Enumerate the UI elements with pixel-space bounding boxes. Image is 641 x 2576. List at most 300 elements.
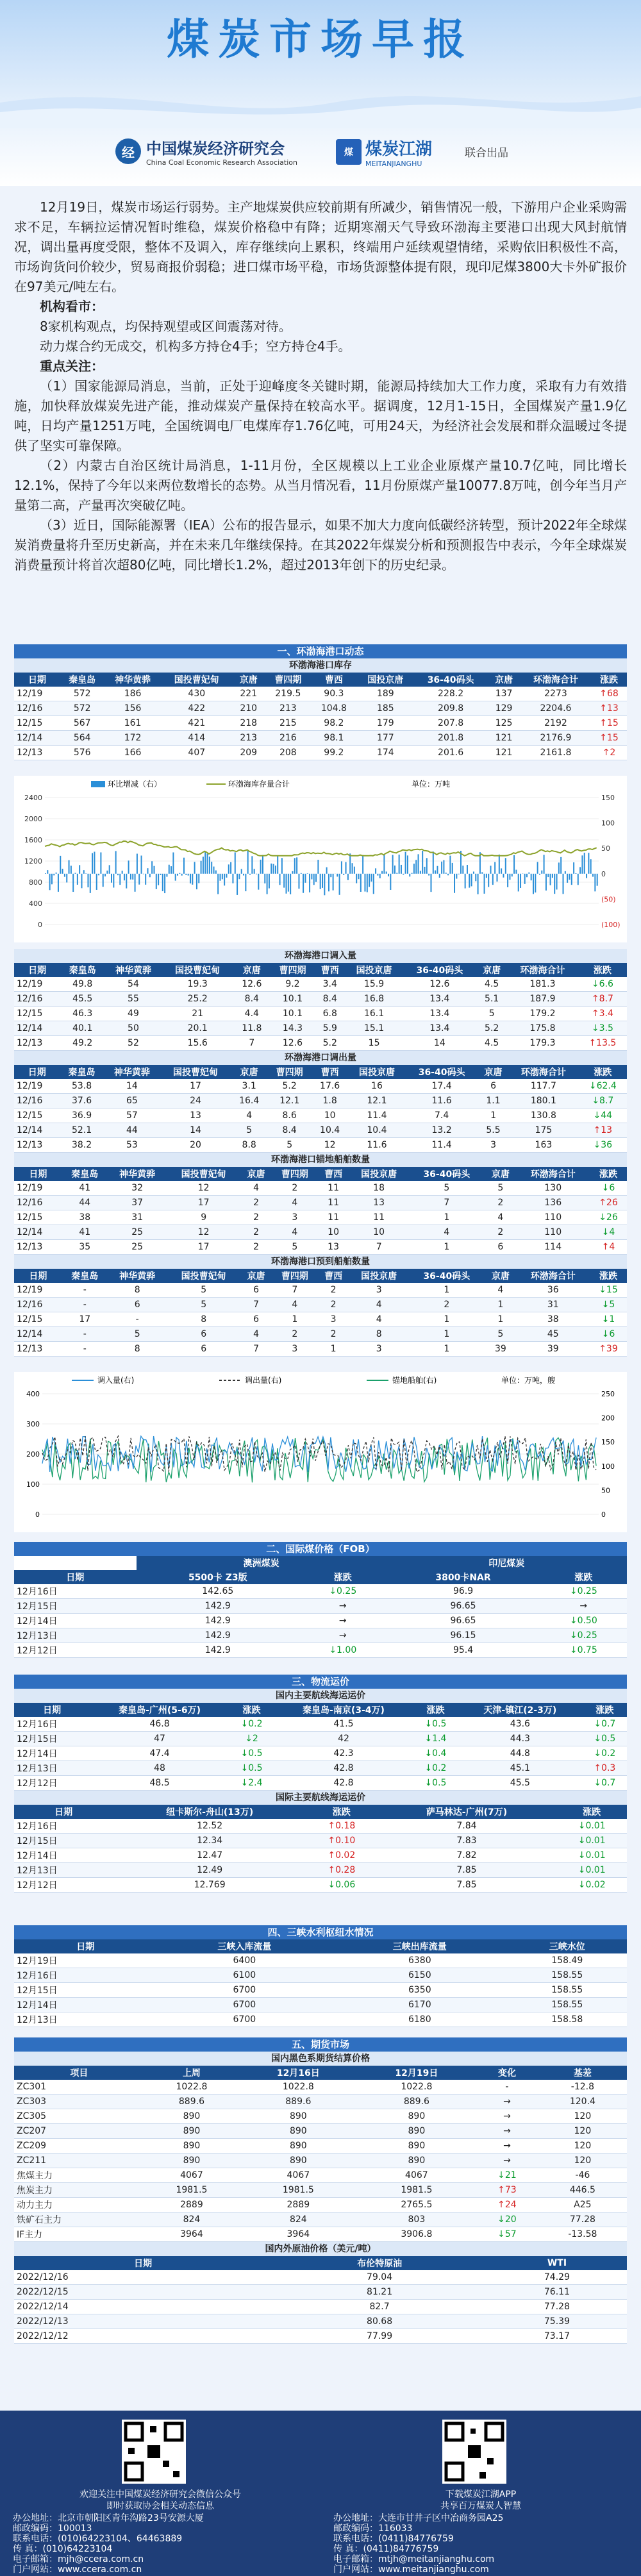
- table-cell: 98.1: [311, 731, 357, 746]
- chart-bar: [509, 874, 510, 880]
- table-cell: 158.55: [508, 1968, 627, 1983]
- column-header: 曹四期: [271, 963, 315, 977]
- chart-bar: [56, 873, 57, 874]
- meitanjianghu-contact: [333, 2513, 503, 2575]
- table-cell: 48.5: [90, 1776, 229, 1791]
- table-cell: 5: [409, 1181, 485, 1196]
- row-date: IF主力: [14, 2227, 144, 2242]
- chart-bar: [347, 874, 349, 880]
- table-cell: 120: [538, 2124, 627, 2139]
- table-cell: 201.8: [414, 731, 487, 746]
- y-tick-label: 100: [601, 819, 615, 828]
- chart-bar: [66, 874, 67, 883]
- table-cell: 890: [144, 2139, 239, 2154]
- table-cell: 65: [104, 1094, 161, 1108]
- table-cell: 567: [60, 716, 104, 731]
- table-cell: 1: [478, 1108, 508, 1123]
- table-cell: 12.52: [113, 1819, 306, 1834]
- chart-bar: [418, 854, 419, 873]
- chart-bar: [103, 874, 104, 887]
- chart-bar: [322, 874, 323, 888]
- table-cell: ↓4: [590, 1225, 627, 1240]
- chart-bar: [409, 874, 410, 877]
- table-cell: 5.2: [315, 1036, 345, 1051]
- column-header: 秦皇岛-广州(5-6万): [90, 1703, 229, 1717]
- chart-bar: [373, 874, 374, 894]
- column-header: 京唐: [487, 673, 520, 687]
- chart-bar: [215, 871, 217, 874]
- chart-bar: [207, 854, 208, 874]
- chart-bar: [399, 855, 400, 874]
- table-cell: 125: [487, 716, 520, 731]
- chart-bar: [337, 874, 338, 877]
- table-cell: 2: [485, 1225, 516, 1240]
- legend-label: 锚地船舶(右): [392, 1376, 437, 1385]
- column-header: 国投曹妃甸: [167, 1167, 240, 1181]
- table-cell: ↑13.5: [578, 1036, 627, 1051]
- row-date: 12月15日: [14, 1599, 137, 1614]
- chart-bar: [243, 874, 244, 876]
- legend-swatch: [91, 781, 105, 787]
- chart-bar: [375, 868, 376, 873]
- mtjh-email: 电子邮箱：mtjh@meitanjianghu.com: [333, 2554, 495, 2564]
- row-date: 12月14日: [14, 1746, 90, 1761]
- chart-bar: [449, 856, 451, 874]
- table-cell: 10: [312, 1108, 349, 1123]
- table-cell: 1: [485, 1298, 516, 1312]
- chart-bar: [296, 857, 297, 873]
- table-cell: ↑0.28: [306, 1863, 377, 1878]
- section-title: 四、三峡水利枢纽水情况: [14, 1925, 627, 1939]
- chart-bar: [271, 864, 272, 874]
- table-cell: 1: [409, 1240, 485, 1255]
- chart-bar: [211, 862, 212, 874]
- table-cell: 1981.5: [144, 2183, 239, 2198]
- table-cell: 142.65: [137, 1584, 300, 1599]
- table-cell: 2889: [144, 2198, 239, 2212]
- chart-bar: [124, 874, 125, 880]
- chart-bar: [156, 874, 157, 889]
- table-cell: 6700: [157, 1983, 332, 1998]
- row-date: 2022/12/12: [14, 2329, 272, 2344]
- column-header: 京唐: [485, 1269, 516, 1283]
- table-cell: 49.2: [60, 1036, 104, 1051]
- table-cell: 142.9: [137, 1599, 300, 1614]
- column-header: 神华黄骅: [104, 1065, 161, 1079]
- table-cell: 5: [167, 1283, 240, 1298]
- table-cell: 5: [231, 1123, 268, 1138]
- chart-bar: [72, 874, 74, 892]
- table-cell: 1.1: [478, 1094, 508, 1108]
- chart-bar: [413, 864, 415, 874]
- table-row: [14, 2300, 627, 2314]
- table-cell: 4: [485, 1210, 516, 1225]
- chart-bar: [198, 874, 199, 883]
- table-cell: ↑73: [476, 2183, 538, 2198]
- inventory-chart: [14, 776, 627, 942]
- chart-bar: [104, 874, 106, 876]
- row-date: ZC209: [14, 2139, 144, 2154]
- table-cell: 180.1: [508, 1094, 578, 1108]
- table-cell: ↓0.01: [556, 1819, 627, 1834]
- table-cell: 803: [358, 2212, 476, 2227]
- table-cell: 5: [476, 1007, 507, 1021]
- table-cell: 90.3: [311, 687, 357, 701]
- chart-bar: [475, 874, 476, 882]
- table-cell: 35: [62, 1240, 108, 1255]
- wechat-caption: 欢迎关注中国煤炭经济研究会微信公众号: [79, 2489, 241, 2500]
- column-header: 京唐: [476, 963, 507, 977]
- table-cell: 99.2: [311, 746, 357, 760]
- focus-heading: 重点关注：: [40, 358, 104, 374]
- table-cell: 12.6: [271, 1036, 315, 1051]
- table-cell: 32: [108, 1181, 167, 1196]
- table-cell: ↑39: [590, 1342, 627, 1357]
- table-cell: 6170: [332, 1998, 507, 2012]
- column-header: 曹西: [311, 673, 357, 687]
- chart-bar: [541, 871, 542, 874]
- chart-bar: [60, 856, 61, 874]
- table-cell: 17: [160, 1079, 230, 1094]
- chart-bar: [117, 874, 119, 875]
- section-title: 二、国际煤价格（FOB）: [14, 1542, 627, 1556]
- y-tick-label: 2400: [24, 794, 42, 802]
- table-cell: 890: [144, 2109, 239, 2124]
- table-cell: 4: [349, 1312, 409, 1327]
- chart-bar: [445, 873, 447, 874]
- chart-bar: [228, 864, 229, 873]
- table-cell: 20.1: [162, 1021, 233, 1036]
- chart-bar: [217, 874, 219, 894]
- chart-bar: [415, 860, 417, 874]
- blank-group-cell: [14, 1556, 137, 1570]
- mtjh-zip: 邮政编码：116033: [333, 2523, 413, 2534]
- institution-paragraph: 8家机构观点，均保持观望或区间震荡对待。: [40, 319, 292, 334]
- table-cell: 179.3: [507, 1036, 578, 1051]
- column-header: 京唐: [231, 1065, 268, 1079]
- chart-bar: [575, 873, 576, 874]
- table-cell: 172: [104, 731, 161, 746]
- table-cell: 81.21: [272, 2285, 487, 2300]
- table-row: [14, 1298, 627, 1312]
- chart-bar: [128, 860, 129, 873]
- table-cell: 12.769: [113, 1878, 306, 1893]
- y-tick-label: 1600: [24, 836, 42, 844]
- table-cell: 179: [357, 716, 414, 731]
- chart-bar: [531, 874, 532, 880]
- column-header: 曹四期: [272, 1269, 317, 1283]
- table-cell: 1981.5: [239, 2183, 358, 2198]
- table-cell: 1: [409, 1342, 485, 1357]
- row-date: 12/19: [14, 977, 60, 992]
- chart-bar: [433, 851, 434, 873]
- table-cell: 41: [62, 1181, 108, 1196]
- row-date: 12月13日: [14, 1761, 90, 1776]
- table-cell: ↓6.6: [578, 977, 627, 992]
- chart-bar: [412, 873, 413, 874]
- column-header: 曹西: [317, 1167, 349, 1181]
- ccera-name-en: China Coal Economic Research Association: [146, 158, 297, 167]
- chart-bar: [238, 874, 240, 879]
- row-date: 12月14日: [14, 1998, 157, 2012]
- market-summary: [14, 197, 627, 575]
- chart-bar: [581, 855, 583, 873]
- table-cell: 4: [409, 1225, 485, 1240]
- table-cell: ↓0.02: [556, 1878, 627, 1893]
- column-header: 曹西: [317, 1269, 349, 1283]
- column-header: 涨跌: [540, 1570, 627, 1584]
- table-cell: →: [476, 2139, 538, 2154]
- column-header: 秦皇岛: [60, 1065, 104, 1079]
- table-cell: 44.3: [458, 1732, 583, 1746]
- row-date: 12/16: [14, 1196, 62, 1210]
- ccera-website: 门户网站：www.ccera.com.cn: [13, 2564, 142, 2575]
- chart-bar: [362, 856, 363, 874]
- row-date: 12/19: [14, 1283, 62, 1298]
- chart-bar: [569, 874, 570, 880]
- table-cell: -: [62, 1298, 108, 1312]
- chart-bar: [494, 862, 495, 874]
- table-cell: ↓0.01: [556, 1848, 627, 1863]
- row-date: 焦炭主力: [14, 2183, 144, 2198]
- column-header: 涨跌: [579, 1065, 627, 1079]
- page-title: 煤炭市场早报: [167, 15, 474, 64]
- table-cell: 8.8: [231, 1138, 268, 1153]
- chart-bar: [317, 860, 319, 874]
- chart-bar: [111, 874, 112, 883]
- port-inventory-table: [14, 673, 627, 760]
- table-cell: 422: [162, 701, 232, 716]
- chart-bar: [190, 874, 191, 883]
- chart-bar: [403, 874, 404, 875]
- chart-bar: [590, 859, 592, 874]
- row-date: 12/15: [14, 716, 60, 731]
- column-header: 上周: [144, 2066, 239, 2080]
- table-cell: 73.17: [487, 2329, 627, 2344]
- table-cell: 8.4: [233, 992, 271, 1007]
- table-cell: 98.2: [311, 716, 357, 731]
- y-tick-label: 200: [601, 1414, 615, 1423]
- table-cell: 41.5: [274, 1717, 413, 1732]
- column-header: 涨跌: [590, 1269, 627, 1283]
- table-cell: 120: [538, 2154, 627, 2168]
- table-cell: 6: [240, 1312, 272, 1327]
- chart-bar: [513, 855, 515, 874]
- section-international-prices: [14, 1542, 627, 1658]
- chart-bar: [64, 874, 65, 877]
- chart-bar: [333, 874, 334, 891]
- table-cell: 5.1: [476, 992, 507, 1007]
- chart-bar: [96, 874, 97, 890]
- chart-bar: [275, 866, 276, 874]
- chart-bar: [247, 851, 249, 874]
- chart-bar: [383, 855, 385, 874]
- table-cell: 174: [357, 746, 414, 760]
- three-gorges-table: [14, 1939, 627, 2027]
- column-header: 三峡出库流量: [332, 1939, 507, 1953]
- table-cell: ↑4: [590, 1240, 627, 1255]
- row-date: 12/13: [14, 1240, 62, 1255]
- row-date: 12/14: [14, 1327, 62, 1342]
- table-cell: 890: [358, 2139, 476, 2154]
- row-date: ZC207: [14, 2124, 144, 2139]
- table-cell: ↑2: [591, 746, 627, 760]
- table-row: [14, 1079, 627, 1094]
- table-cell: 19.3: [162, 977, 233, 992]
- chart-bar: [496, 874, 497, 882]
- chart-bar: [367, 874, 368, 892]
- table-cell: 5: [272, 1240, 317, 1255]
- table-cell: 13: [160, 1108, 230, 1123]
- chart-bar: [51, 874, 53, 885]
- column-header: 12月19日: [358, 2066, 476, 2080]
- row-date: ZC303: [14, 2095, 144, 2109]
- chart-bar: [164, 874, 165, 893]
- table-cell: 3.1: [231, 1079, 268, 1094]
- chart-bar: [130, 874, 131, 880]
- legend-label: 环比增减（右）: [108, 780, 162, 789]
- table-cell: -: [62, 1283, 108, 1298]
- table-cell: 890: [358, 2109, 476, 2124]
- table-cell: →: [299, 1614, 386, 1628]
- table-row: [14, 1007, 627, 1021]
- chart-bar: [115, 851, 117, 873]
- table-cell: 44: [104, 1123, 161, 1138]
- table-cell: 50: [104, 1021, 162, 1036]
- table-cell: 15.6: [162, 1036, 233, 1051]
- chart-bar: [407, 855, 408, 873]
- table-row: [14, 992, 627, 1007]
- table-title: 国内主要航线海运运价: [14, 1689, 627, 1703]
- chart-bar: [313, 874, 315, 885]
- chart-bar: [183, 858, 185, 874]
- table-title: 国内黑色系期货结算价格: [14, 2052, 627, 2066]
- row-date: 12/16: [14, 992, 60, 1007]
- chart-bar: [79, 865, 80, 873]
- chart-bar: [462, 866, 463, 874]
- table-cell: 219.5: [265, 687, 312, 701]
- table-cell: 47.4: [90, 1746, 229, 1761]
- chart-bar: [563, 874, 564, 894]
- chart-bar: [181, 874, 183, 876]
- table-cell: ↓62.4: [579, 1079, 627, 1094]
- table-cell: ↓5: [590, 1298, 627, 1312]
- table-cell: 142.9: [137, 1628, 300, 1643]
- y-tick-label: 0: [38, 921, 42, 929]
- row-date: 12/14: [14, 1123, 60, 1138]
- column-header: 秦皇岛: [62, 1269, 108, 1283]
- inventory-chart-svg: [14, 776, 627, 942]
- table-cell: 161: [104, 716, 161, 731]
- chart-bar: [106, 871, 108, 874]
- section-title: 一、环渤海港口动态: [14, 644, 627, 658]
- table-cell: 3964: [144, 2227, 239, 2242]
- table-cell: 96.65: [386, 1599, 540, 1614]
- column-header: 曹四期: [268, 1065, 312, 1079]
- chart-bar: [426, 858, 428, 873]
- chart-bar: [241, 869, 242, 873]
- ccera-zip: 邮政编码：100013: [13, 2523, 92, 2534]
- column-header: 国投曹妃甸: [162, 963, 233, 977]
- chart-bar: [49, 874, 51, 891]
- chart-bar: [586, 874, 587, 878]
- chart-bar: [158, 874, 159, 885]
- international-price-table: [14, 1556, 627, 1658]
- table-cell: 38: [517, 1312, 590, 1327]
- chart-bar: [81, 874, 82, 889]
- column-header: 涨跌: [556, 1805, 627, 1819]
- table-cell: 38: [62, 1210, 108, 1225]
- legend-label: 调出量(右): [245, 1376, 282, 1385]
- table-cell: 17: [62, 1312, 108, 1327]
- table-cell: 37: [108, 1196, 167, 1210]
- column-header: 日期: [14, 673, 60, 687]
- table-cell: ↓1.00: [299, 1643, 386, 1658]
- chart-bar: [290, 874, 291, 894]
- table-row: [14, 2139, 627, 2154]
- section-title: 五、期货市场: [14, 2037, 627, 2052]
- column-header: 纽卡斯尔-舟山(13万): [113, 1805, 306, 1819]
- table-cell: 186: [104, 687, 161, 701]
- unit-label: 单位：万吨，艘: [501, 1376, 556, 1385]
- chart-bar: [430, 874, 431, 892]
- section-port-flows: [14, 949, 627, 1357]
- table-cell: 4: [231, 1108, 268, 1123]
- chart-bar: [315, 874, 317, 882]
- row-date: 12月12日: [14, 1776, 90, 1791]
- chart-bar: [428, 874, 429, 876]
- table-cell: 216: [265, 731, 312, 746]
- table-cell: 11: [317, 1181, 349, 1196]
- table-cell: 421: [162, 716, 232, 731]
- table-row: [14, 1717, 627, 1732]
- table-cell: 158.55: [508, 1983, 627, 1998]
- chart-bar: [204, 852, 206, 874]
- table-cell: 1022.8: [358, 2080, 476, 2095]
- row-date: 动力主力: [14, 2198, 144, 2212]
- y-tick-label: 400: [29, 899, 42, 908]
- chart-bar: [352, 863, 353, 874]
- table-cell: 15.1: [345, 1021, 403, 1036]
- ccera-address: 办公地址：北京市朝阳区青年沟路23号安源大厦: [13, 2513, 204, 2523]
- table-cell: 890: [144, 2154, 239, 2168]
- table-cell: 1: [409, 1327, 485, 1342]
- column-header: 国投京唐: [357, 673, 414, 687]
- table-cell: A25: [538, 2198, 627, 2212]
- table-cell: -: [62, 1342, 108, 1357]
- column-header: 神华黄骅: [108, 1167, 167, 1181]
- table-cell: 890: [239, 2124, 358, 2139]
- table-row: [14, 1094, 627, 1108]
- chart-bar: [573, 862, 574, 874]
- y-tick-label: (100): [601, 921, 620, 929]
- chart-bar: [499, 855, 500, 874]
- row-date: 12月12日: [14, 1878, 113, 1893]
- table-cell: 37.6: [60, 1094, 104, 1108]
- table-cell: 430: [162, 687, 232, 701]
- table-cell: →: [476, 2095, 538, 2109]
- port-outbound-table: [14, 1065, 627, 1153]
- chart-bar: [201, 861, 202, 874]
- chart-bar: [169, 865, 170, 874]
- meitanjianghu-name-en: MEITANJIANGHU: [365, 160, 422, 168]
- table-cell: 1981.5: [358, 2183, 476, 2198]
- table-cell: 1: [272, 1312, 317, 1327]
- table-cell: 17.6: [312, 1079, 349, 1094]
- column-header: 36-40码头: [414, 673, 487, 687]
- table-cell: 4: [485, 1283, 516, 1298]
- table-cell: 6380: [332, 1953, 507, 1968]
